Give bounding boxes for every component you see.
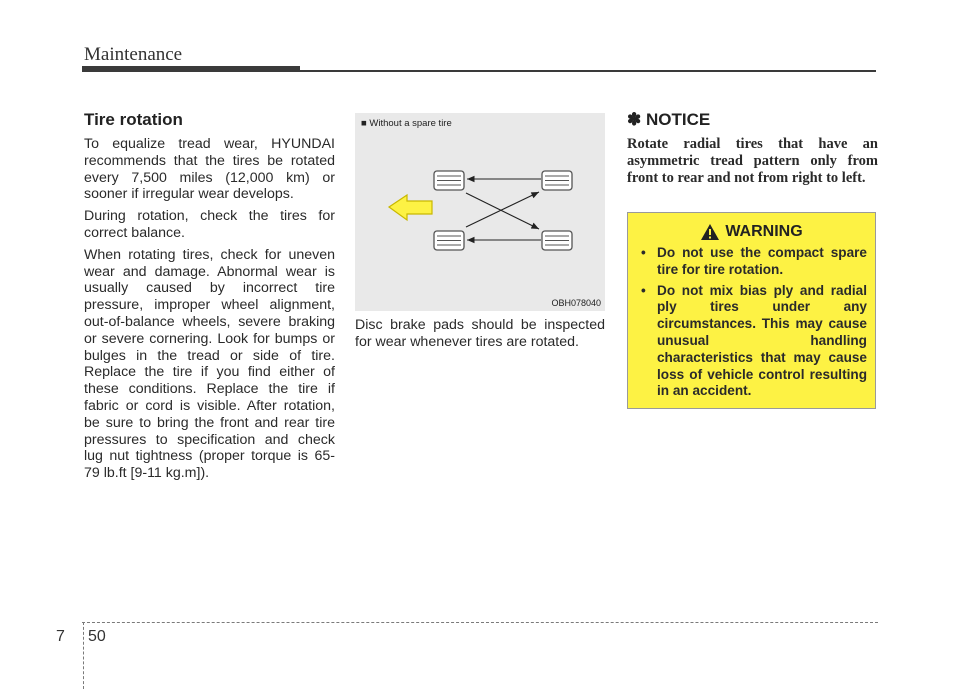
warning-item-text: Do not mix bias ply and radial ply tires under any circumstances. This may cause unusual handling characteristics that may cause loss of vehicle control resulting in an accident. bbox=[657, 282, 867, 399]
header-title: Maintenance bbox=[84, 44, 183, 65]
warning-box bbox=[627, 212, 876, 409]
header-rule-thick bbox=[82, 66, 300, 72]
rotation-arrow-cross-up bbox=[466, 192, 539, 227]
notice-star-icon: ✽ bbox=[627, 110, 642, 129]
figure-code: OBH078040 bbox=[551, 298, 601, 308]
figure-caption: ■ Without a spare tire bbox=[361, 118, 452, 129]
footer-rule bbox=[82, 622, 878, 623]
notice-text: Rotate radial tires that have an asymmetric tread pattern only from front to rear and not from right to left. bbox=[627, 136, 878, 186]
tire-rotation-paragraph-1: To equalize tread wear, HYUNDAI recommends that the tires be rotated every 7,500 miles (12,000 km) or sooner if irregular wear develops. bbox=[84, 136, 335, 203]
warning-list bbox=[636, 245, 867, 400]
chapter-number: 7 bbox=[56, 628, 65, 645]
header-rule-thin bbox=[300, 70, 876, 72]
notice-heading bbox=[627, 110, 878, 130]
disc-brake-paragraph: Disc brake pads should be inspected for wear whenever tires are rotated. bbox=[355, 317, 605, 350]
warning-item-text: Do not use the compact spare tire for tire rotation. bbox=[657, 245, 867, 277]
tire-front-left-icon bbox=[434, 171, 464, 190]
notice-heading-label: NOTICE bbox=[645, 110, 711, 129]
footer-divider bbox=[83, 622, 84, 689]
notice-section bbox=[627, 110, 878, 186]
tire-rotation-section bbox=[84, 110, 335, 487]
warning-triangle-icon bbox=[700, 223, 720, 241]
warning-item bbox=[636, 283, 867, 401]
warning-item bbox=[636, 245, 867, 279]
tire-rotation-figure bbox=[355, 113, 605, 311]
tire-rotation-heading: Tire rotation bbox=[84, 110, 183, 129]
warning-title bbox=[636, 223, 867, 241]
tire-rear-left-icon bbox=[542, 171, 572, 190]
page-number: 50 bbox=[88, 628, 106, 645]
tire-rear-right-icon bbox=[542, 231, 572, 250]
tire-rotation-paragraph-2: During rotation, check the tires for correct balance. bbox=[84, 208, 335, 241]
tire-front-right-icon bbox=[434, 231, 464, 250]
figure-section bbox=[355, 113, 605, 356]
rotation-arrow-cross-down bbox=[466, 193, 539, 229]
forward-direction-arrow-icon bbox=[389, 195, 432, 220]
bullet-icon: • bbox=[641, 245, 646, 260]
bullet-icon: • bbox=[641, 282, 646, 298]
warning-title-label: WARNING bbox=[725, 223, 803, 240]
tire-rotation-diagram bbox=[355, 113, 605, 311]
tire-rotation-paragraph-3: When rotating tires, check for uneven wear and damage. Abnormal wear is usually caused by incorrect tire pressure, improper wheel alignment, out-of-balance wheels, severe braking or severe cornering. Look for bumps or bulges in the tread or side of tire. Replace the tire if you find either of these conditions. Replace the tire if fabric or cord is visible. After rotation, be sure to bring the front and rear tire pressures to specification and check lug nut tightness (proper torque is 65-79 lb.ft [9-11 kg.m]). bbox=[84, 246, 335, 482]
